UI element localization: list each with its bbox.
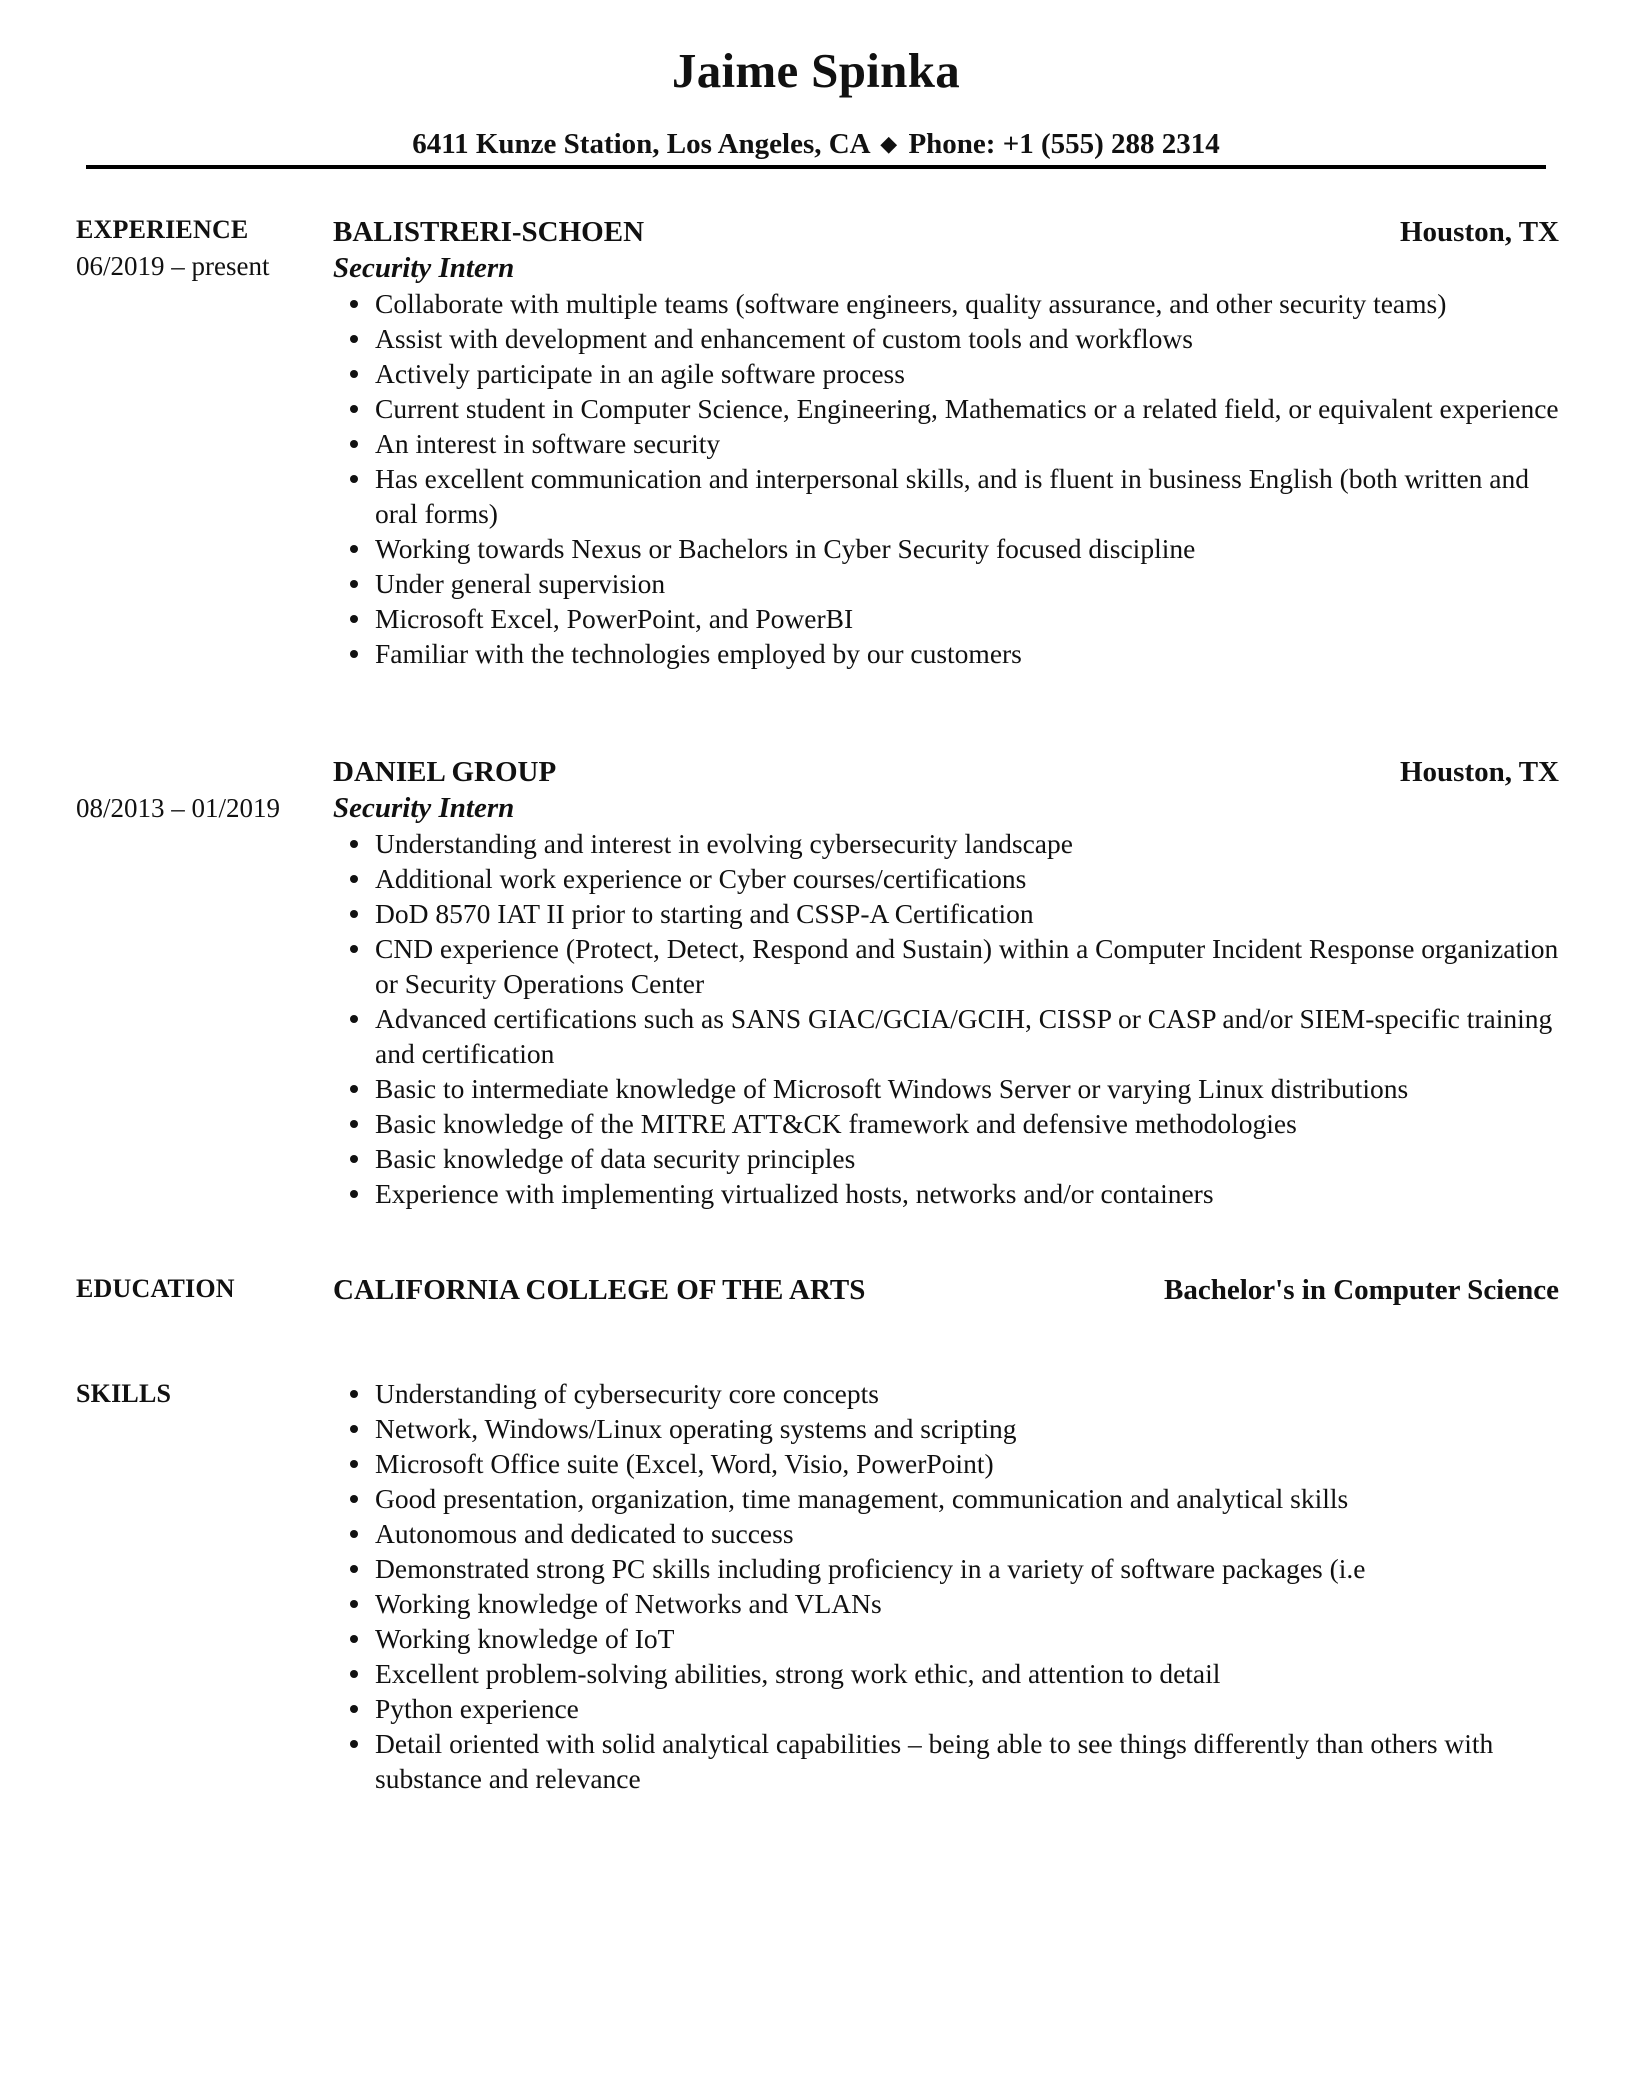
list-item: Demonstrated strong PC skills including proficiency in a variety of software packages (i.e xyxy=(333,1551,1559,1586)
job-bullets xyxy=(333,826,1559,1211)
job-title: Security Intern xyxy=(333,792,515,824)
job-header xyxy=(333,752,1559,792)
job-dates: 08/2013 – 01/2019 xyxy=(76,793,281,823)
phone: Phone: +1 (555) 288 2314 xyxy=(908,128,1220,160)
job-bullets xyxy=(333,286,1559,671)
company-name: DANIEL GROUP xyxy=(333,756,557,788)
list-item: Autonomous and dedicated to success xyxy=(333,1516,1559,1551)
list-item: Assist with development and enhancement of custom tools and workflows xyxy=(333,321,1559,356)
diamond-separator-icon: ◆ xyxy=(880,131,898,156)
degree: Bachelor's in Computer Science xyxy=(1164,1274,1559,1306)
list-item: Network, Windows/Linux operating systems and scripting xyxy=(333,1411,1559,1446)
list-item: Detail oriented with solid analytical capabilities – being able to see things differently than others with substance and relevance xyxy=(333,1726,1559,1796)
section-label-experience: EXPERIENCE xyxy=(76,215,249,244)
list-item: Advanced certifications such as SANS GIAC/GCIA/GCIH, CISSP or CASP and/or SIEM-specific training and certification xyxy=(333,1001,1559,1071)
contact-line xyxy=(0,124,1632,164)
list-item: Basic knowledge of the MITRE ATT&CK framework and defensive methodologies xyxy=(333,1106,1559,1141)
list-item: Microsoft Excel, PowerPoint, and PowerBI xyxy=(333,601,1559,636)
skills-list xyxy=(333,1376,1559,1796)
list-item: Has excellent communication and interpersonal skills, and is fluent in business English (both written and oral forms) xyxy=(333,461,1559,531)
list-item: Current student in Computer Science, Engineering, Mathematics or a related field, or equivalent experience xyxy=(333,391,1559,426)
list-item: Basic to intermediate knowledge of Microsoft Windows Server or varying Linux distributions xyxy=(333,1071,1559,1106)
company-name: BALISTRERI-SCHOEN xyxy=(333,216,645,248)
list-item: Basic knowledge of data security principles xyxy=(333,1141,1559,1176)
job-header xyxy=(333,212,1559,252)
list-item: Microsoft Office suite (Excel, Word, Visio, PowerPoint) xyxy=(333,1446,1559,1481)
list-item: Under general supervision xyxy=(333,566,1559,601)
list-item: Working knowledge of Networks and VLANs xyxy=(333,1586,1559,1621)
candidate-name: Jaime Spinka xyxy=(671,43,961,98)
list-item: Excellent problem-solving abilities, strong work ethic, and attention to detail xyxy=(333,1656,1559,1691)
section-label-skills: SKILLS xyxy=(76,1379,172,1408)
list-item: Understanding and interest in evolving cybersecurity landscape xyxy=(333,826,1559,861)
list-item: Collaborate with multiple teams (software engineers, quality assurance, and other security teams) xyxy=(333,286,1559,321)
job-title: Security Intern xyxy=(333,252,515,284)
list-item: An interest in software security xyxy=(333,426,1559,461)
list-item: Working knowledge of IoT xyxy=(333,1621,1559,1656)
education-row xyxy=(333,1270,1559,1310)
address: 6411 Kunze Station, Los Angeles, CA xyxy=(412,128,870,160)
list-item: Experience with implementing virtualized hosts, networks and/or containers xyxy=(333,1176,1559,1211)
list-item: Good presentation, organization, time management, communication and analytical skills xyxy=(333,1481,1559,1516)
header-divider xyxy=(86,165,1546,169)
school-name: CALIFORNIA COLLEGE OF THE ARTS xyxy=(333,1274,866,1306)
list-item: CND experience (Protect, Detect, Respond and Sustain) within a Computer Incident Response organization or Security Operations Center xyxy=(333,931,1559,1001)
list-item: Actively participate in an agile software process xyxy=(333,356,1559,391)
list-item: Familiar with the technologies employed by our customers xyxy=(333,636,1559,671)
list-item: DoD 8570 IAT II prior to starting and CSSP-A Certification xyxy=(333,896,1559,931)
section-label-education: EDUCATION xyxy=(76,1274,235,1303)
job-dates: 06/2019 – present xyxy=(76,251,270,281)
job-location: Houston, TX xyxy=(1399,216,1559,248)
job-location: Houston, TX xyxy=(1399,756,1559,788)
list-item: Understanding of cybersecurity core concepts xyxy=(333,1376,1559,1411)
list-item: Python experience xyxy=(333,1691,1559,1726)
list-item: Working towards Nexus or Bachelors in Cyber Security focused discipline xyxy=(333,531,1559,566)
list-item: Additional work experience or Cyber courses/certifications xyxy=(333,861,1559,896)
